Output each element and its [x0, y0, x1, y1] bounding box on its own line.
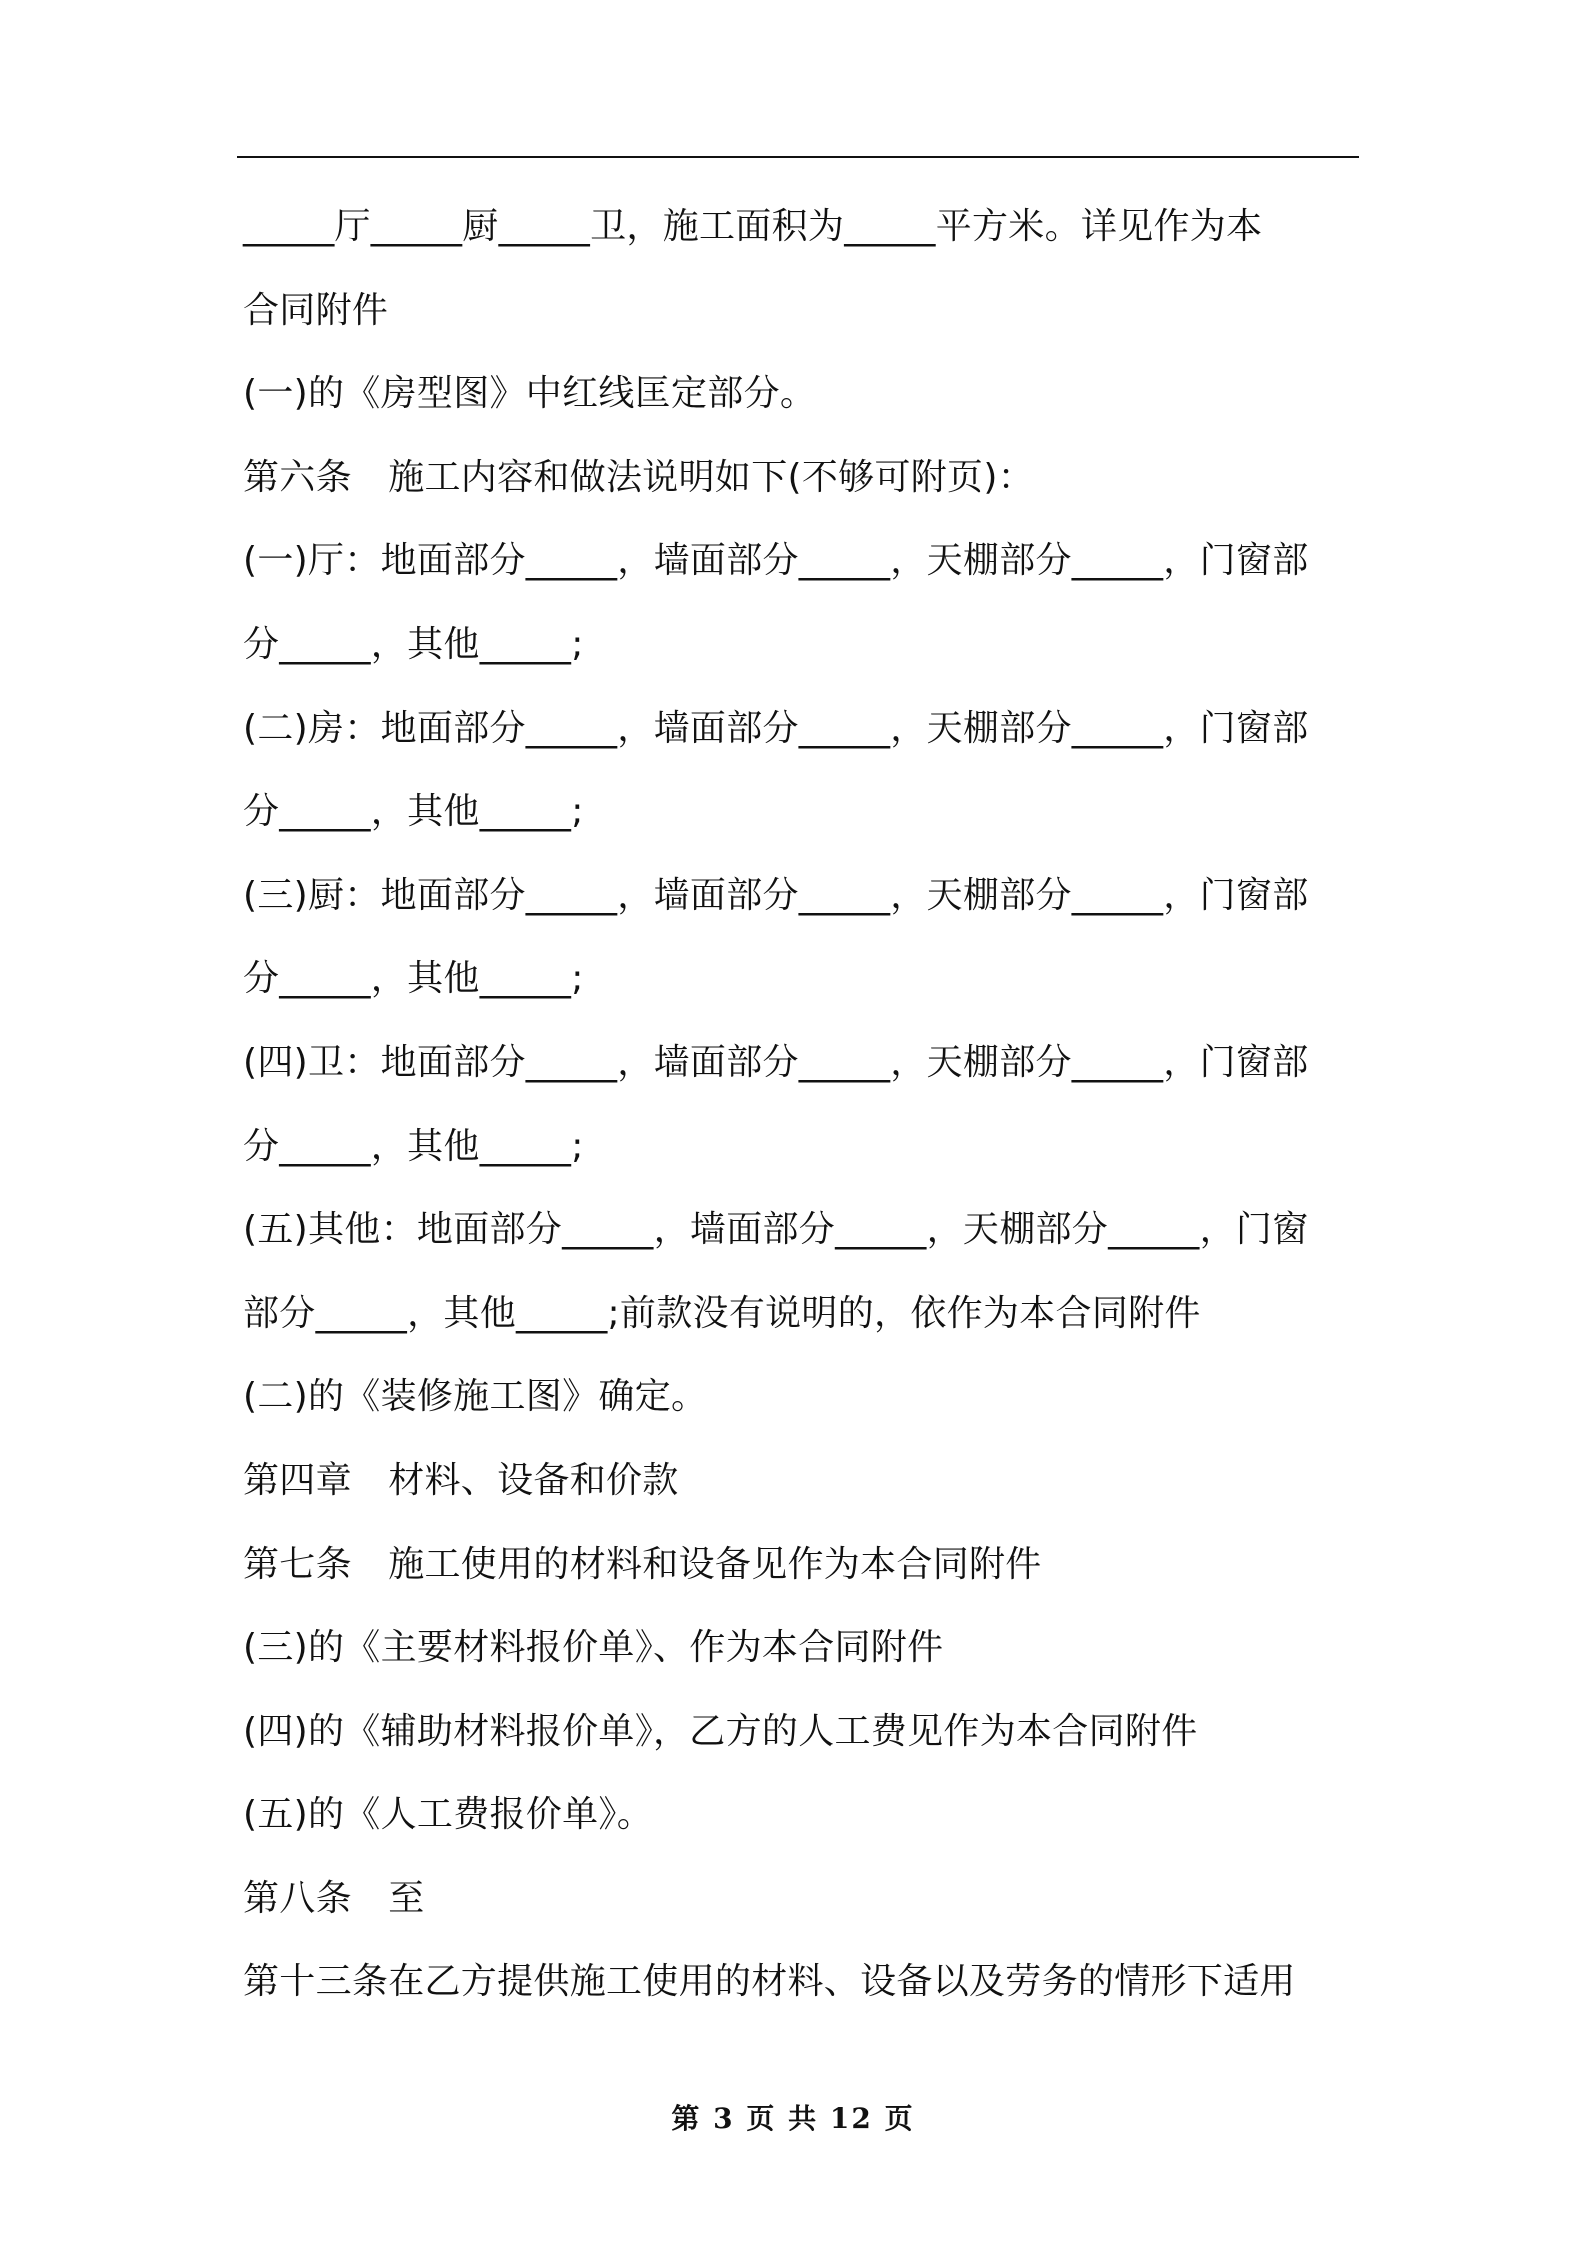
text-line: 分_____，其他_____;: [243, 1125, 584, 1167]
text-line: (二)房：地面部分_____，墙面部分_____，天棚部分_____，门窗部: [243, 707, 1309, 749]
text-line: (四)的《辅助材料报价单》，乙方的人工费见作为本合同附件: [243, 1710, 1198, 1752]
article-heading: 第十三条在乙方提供施工使用的材料、设备以及劳务的情形下适用: [243, 1961, 1296, 2003]
text-line: (三)的《主要材料报价单》、作为本合同附件: [243, 1627, 944, 1669]
text-line: (三)厨：地面部分_____，墙面部分_____，天棚部分_____，门窗部: [243, 874, 1309, 916]
text-line: 分_____，其他_____;: [243, 958, 584, 1000]
page-number-footer: 第 3 页 共 12 页: [671, 2102, 915, 2135]
header-rule: [237, 156, 1359, 158]
text-line: 部分_____，其他_____;前款没有说明的，依作为本合同附件: [243, 1292, 1201, 1334]
article-heading: 第七条 施工使用的材料和设备见作为本合同附件: [243, 1543, 1042, 1585]
text-line: 分_____，其他_____;: [243, 623, 584, 665]
text-line: (五)其他：地面部分_____，墙面部分_____，天棚部分_____，门窗: [243, 1209, 1309, 1251]
text-line: 分_____，其他_____;: [243, 791, 584, 833]
text-line: (一)厅：地面部分_____，墙面部分_____，天棚部分_____，门窗部: [243, 540, 1309, 582]
text-line: 合同附件: [243, 289, 389, 331]
text-line: (五)的《人工费报价单》。: [243, 1794, 653, 1836]
article-heading: 第八条 至: [243, 1877, 425, 1919]
article-heading: 第六条 施工内容和做法说明如下(不够可附页)：: [243, 456, 1034, 498]
text-line: (二)的《装修施工图》确定。: [243, 1376, 708, 1418]
text-line: _____厅_____厨_____卫，施工面积为_____平方米。详见作为本: [243, 206, 1263, 247]
chapter-heading: 第四章 材料、设备和价款: [243, 1459, 679, 1501]
text-line: (四)卫：地面部分_____，墙面部分_____，天棚部分_____，门窗部: [243, 1041, 1309, 1083]
document-body: [243, 197, 1368, 2036]
text-line: (一)的《房型图》中红线匡定部分。: [243, 373, 817, 415]
